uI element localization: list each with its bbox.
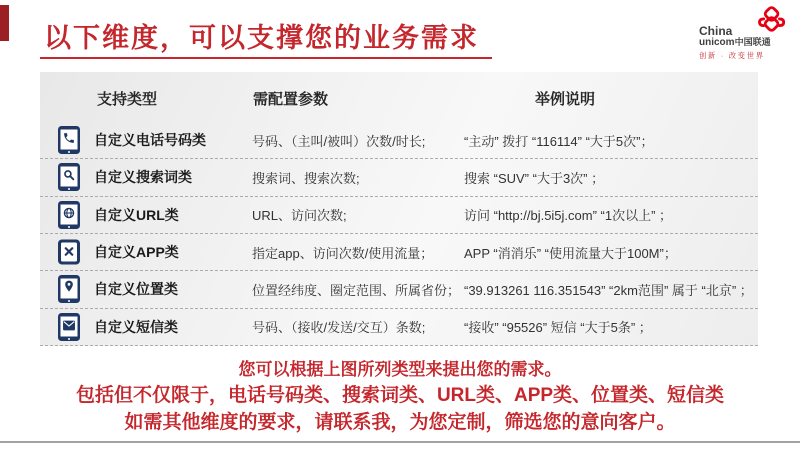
logo-brand-en1: China bbox=[699, 24, 733, 38]
table-row-sms bbox=[40, 309, 758, 346]
row-type-label: 自定义APP类 bbox=[94, 244, 179, 261]
table-row-search-term bbox=[40, 159, 758, 196]
logo-slogan: 创新 · 改变世界 bbox=[699, 51, 765, 60]
row-example: “主动” 拨打 “116114” “大于5次”； bbox=[464, 133, 654, 149]
row-type-label: 自定义短信类 bbox=[94, 318, 178, 335]
phone-call-icon bbox=[56, 125, 82, 155]
footer-line-3: 如需其他维度的要求，请联系我，为您定制，筛选您的意向客户。 bbox=[124, 412, 676, 433]
column-header-example: 举例说明 bbox=[534, 91, 595, 108]
unicom-knot-icon bbox=[755, 6, 789, 41]
table-row-phone-number bbox=[40, 122, 758, 159]
row-type-label: 自定义搜索词类 bbox=[94, 169, 192, 186]
row-params: 号码、（接收/发送/交互）条数; bbox=[252, 320, 426, 336]
bottom-divider bbox=[0, 441, 800, 443]
table-row-url bbox=[40, 197, 758, 234]
row-type-label: 自定义电话号码类 bbox=[94, 132, 206, 149]
row-example: “39.913261 116.351543” “2km范围” 属于 “北京” ； bbox=[464, 282, 753, 298]
location-pin-icon bbox=[56, 274, 82, 304]
row-params: URL、访问次数; bbox=[252, 208, 347, 224]
app-x-icon bbox=[56, 237, 82, 267]
column-header-type: 支持类型 bbox=[96, 91, 157, 108]
china-unicom-logo bbox=[693, 6, 795, 64]
globe-icon bbox=[56, 200, 82, 230]
table-row-location bbox=[40, 271, 758, 308]
footer-line-2: 包括但不仅限于，电话号码类、搜索词类、URL类、APP类、位置类、短信类 bbox=[75, 385, 725, 406]
row-params: 搜索词、搜索次数; bbox=[252, 170, 360, 186]
row-example: APP “消消乐” “使用流量大于100M”； bbox=[464, 245, 677, 261]
table-rows bbox=[40, 122, 758, 346]
table-row-app bbox=[40, 234, 758, 271]
row-params: 号码、（主叫/被叫）次数/时长; bbox=[252, 133, 426, 149]
row-example: 搜索 “SUV” “大于3次” ； bbox=[464, 170, 605, 186]
row-type-label: 自定义URL类 bbox=[94, 206, 179, 223]
footer-note bbox=[0, 357, 800, 436]
row-example: 访问 “http://bj.5i5j.com” “1次以上” ； bbox=[464, 208, 673, 224]
sms-icon bbox=[56, 312, 82, 342]
logo-brand-en2: unicom中国联通 bbox=[699, 37, 771, 48]
column-header-params: 需配置参数 bbox=[253, 91, 329, 108]
search-icon bbox=[56, 162, 82, 192]
logo-brand-cn: 中国联通 bbox=[734, 37, 771, 47]
dimension-table bbox=[40, 72, 758, 346]
row-example: “接收” “95526” 短信 “大于5条” ； bbox=[464, 320, 652, 336]
row-params: 指定app、访问次数/使用流量； bbox=[252, 245, 434, 261]
footer-line-1: 您可以根据上图所列类型来提出您的需求。 bbox=[238, 360, 562, 379]
title-accent-bar bbox=[0, 5, 9, 41]
row-params: 位置经纬度、圈定范围、所属省份； bbox=[252, 282, 461, 298]
title-underline bbox=[40, 57, 492, 59]
row-type-label: 自定义位置类 bbox=[94, 281, 178, 298]
page-title: 以下维度，可以支撑您的业务需求 bbox=[44, 23, 479, 53]
